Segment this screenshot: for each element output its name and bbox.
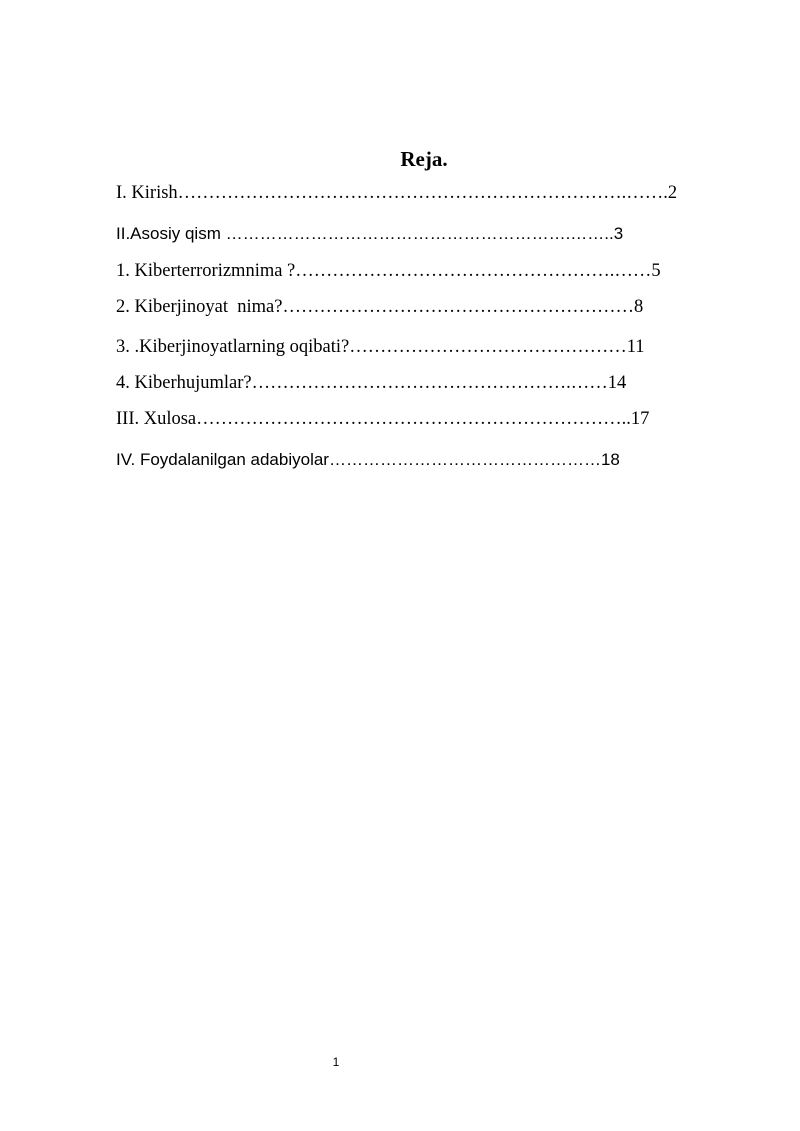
toc-entry-kiberterrorizm [116,259,661,283]
toc-entry-kirish [116,181,677,205]
page-number: 1 [332,1055,340,1069]
toc-entry-asosiy-qism [116,222,623,246]
toc-entry-text: 3. .Kiberjinoyatlarning oqibati?………………………………………11 [116,337,645,357]
toc-entry-text: III. Xulosa……………………………………………………………..17 [116,409,650,429]
page-title: Reja. [400,147,448,171]
table-of-contents [0,0,800,500]
toc-entry-text: 2. Kiberjinoyat nima?…………………………………………………8 [116,297,644,317]
toc-entry-xulosa [116,407,649,431]
toc-entry-text: II.Asosiy qism …………………………………………………….……..3 [116,224,624,243]
toc-entry-text: 1. Kiberterrorizmnima ?…………………………………………….……5 [116,261,661,281]
toc-entry-adabiyotlar [116,448,620,472]
toc-entry-text: 4. Kiberhujumlar?…………………………………………….……14 [116,373,627,393]
toc-entry-text: I. Kirish……………………………………………………………….…….2 [116,183,678,203]
toc-entry-text: IV. Foydalanilgan adabiyolar…………………………………………18 [116,450,620,469]
toc-entry-kiberjinoyat-oqibati [116,335,645,359]
toc-entry-kiberhujumlar [116,371,626,395]
toc-entry-kiberjinoyat [116,295,643,319]
